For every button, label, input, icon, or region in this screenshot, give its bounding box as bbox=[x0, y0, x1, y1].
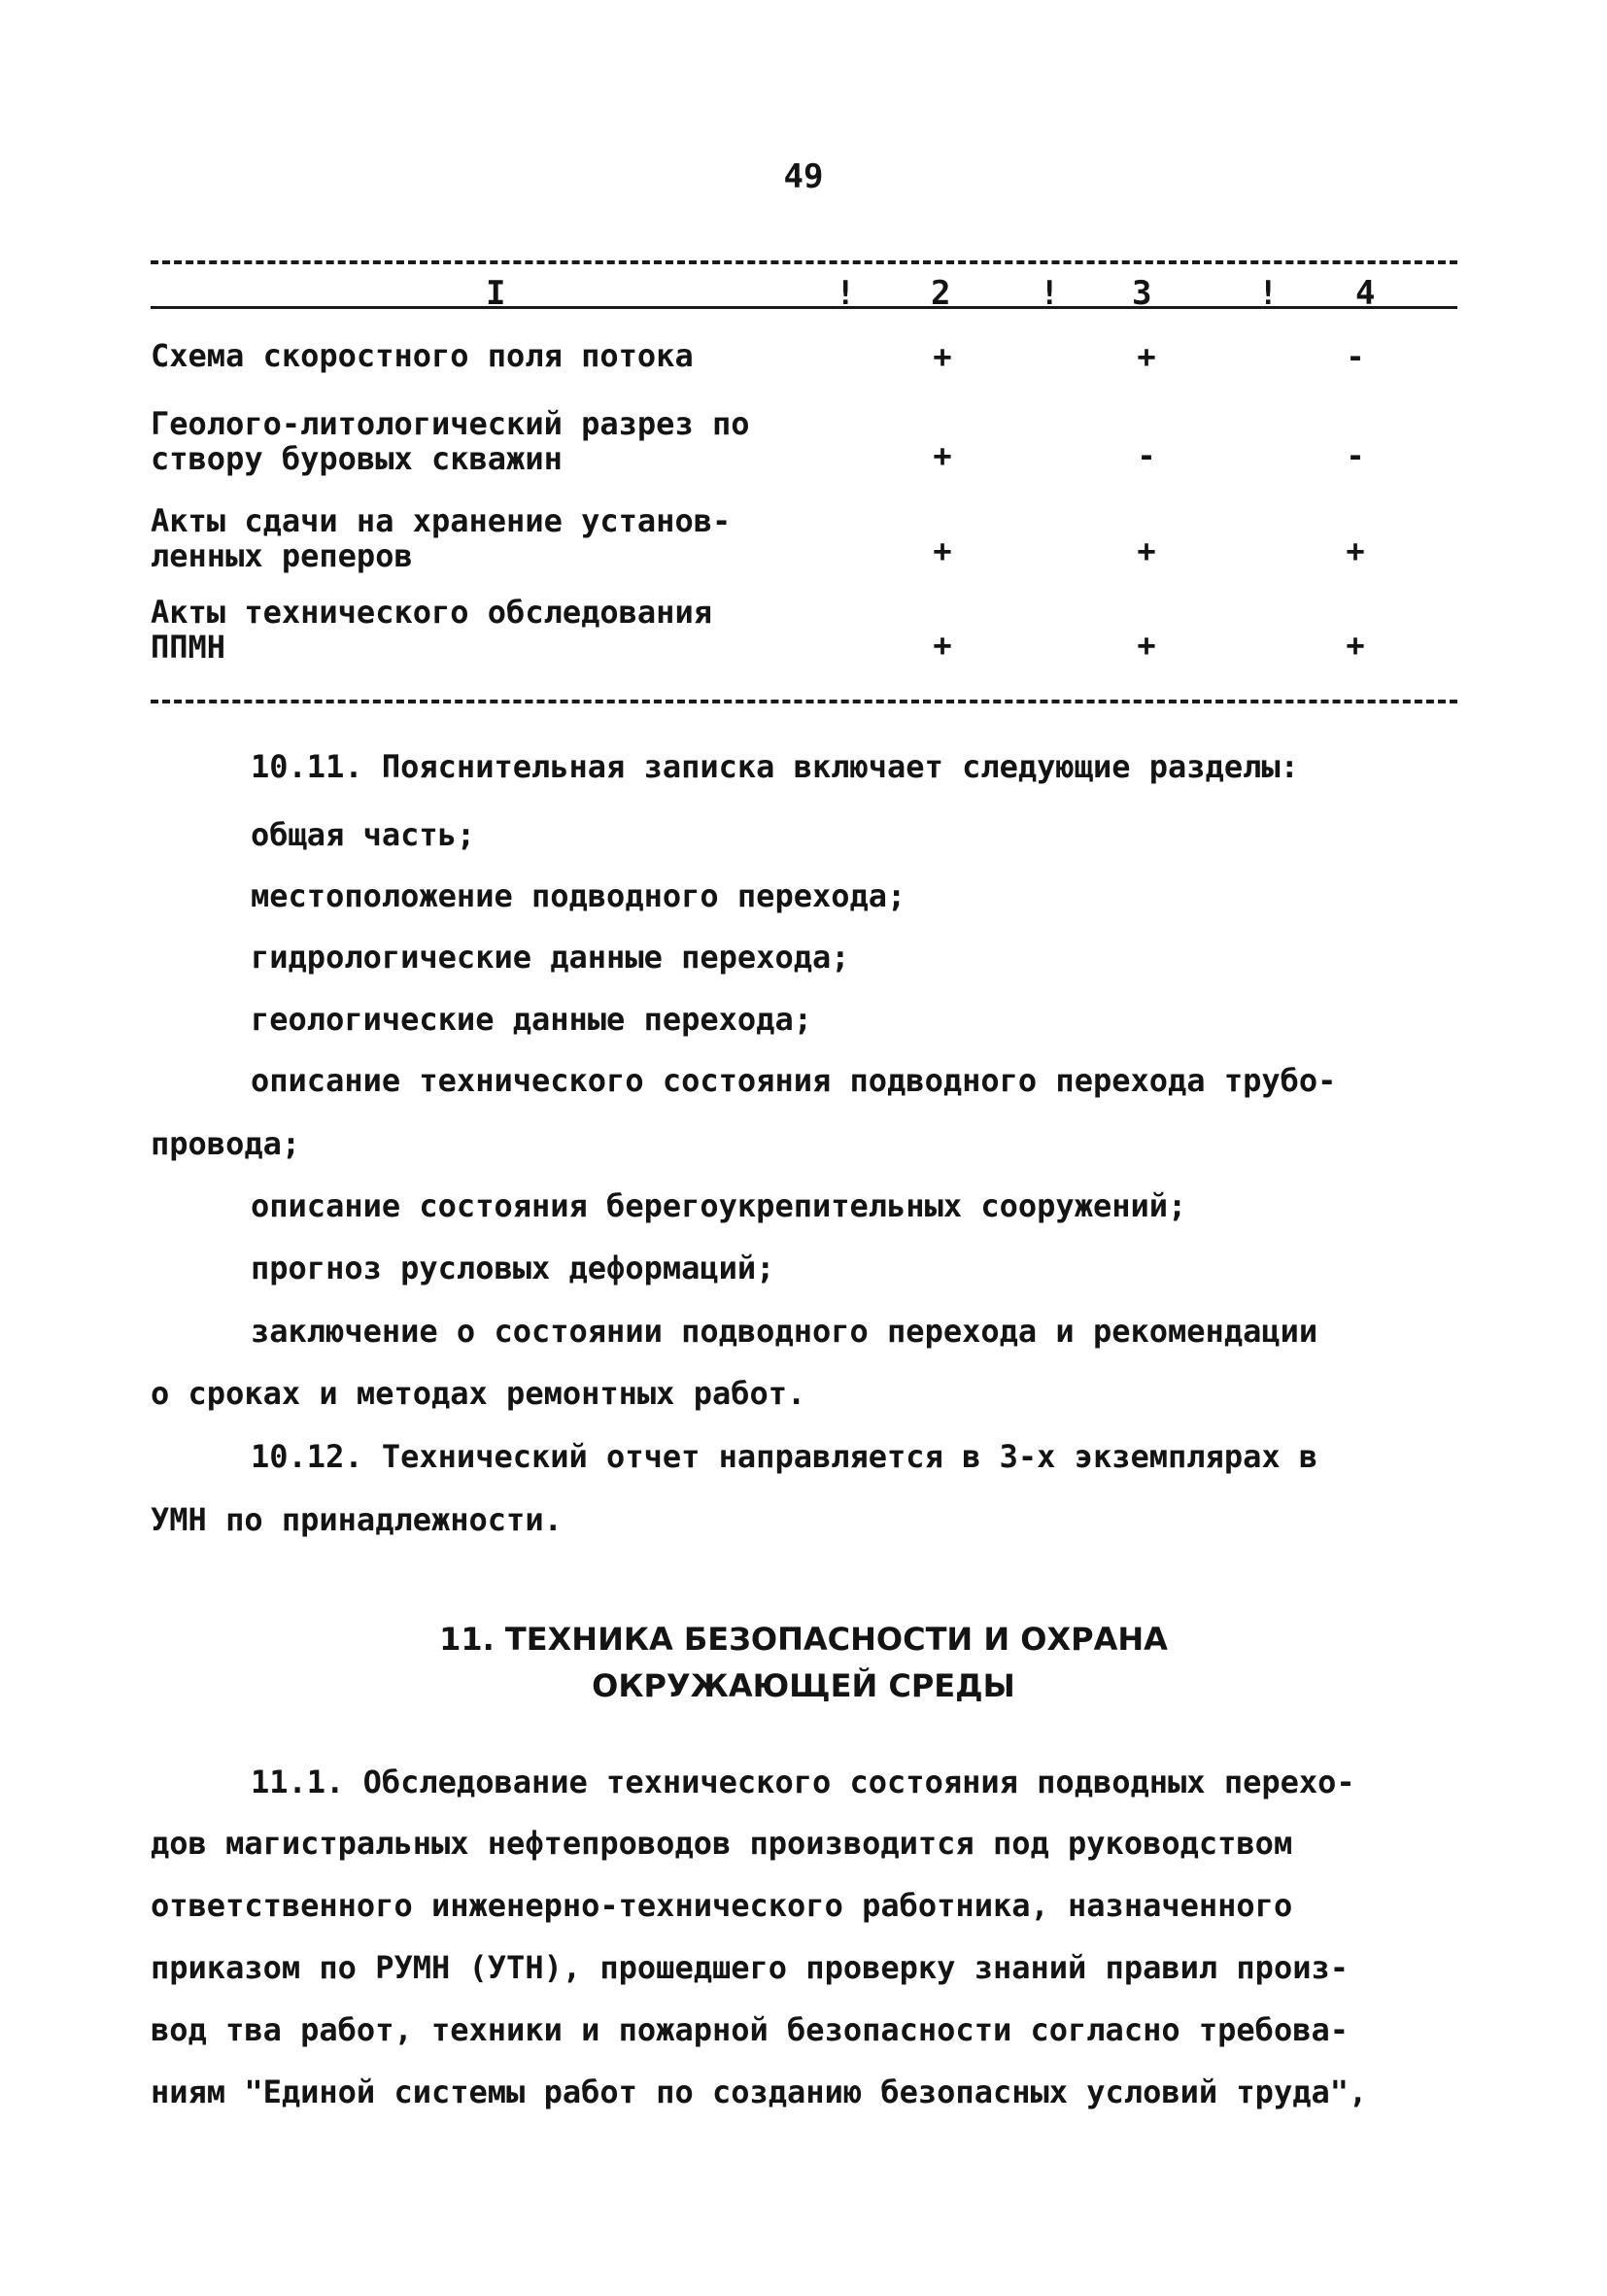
column-separator: ! bbox=[1040, 274, 1060, 313]
page-number: 49 bbox=[783, 157, 824, 196]
column-header-3: 3 bbox=[1132, 274, 1152, 313]
row-label: Геолого-литологический разрез по створу буровых скважин bbox=[151, 405, 750, 477]
paragraph-10-12: 10.12. Технический отчет направляется в 3-х экземплярах в bbox=[251, 1438, 1318, 1475]
cell-col3: + bbox=[1137, 532, 1156, 569]
cell-col2: + bbox=[933, 437, 952, 474]
paragraph-11-1-line: дов магистральных нефтепроводов производится под руководством bbox=[151, 1825, 1293, 1862]
list-item: заключение о состоянии подводного перехода и рекомендации bbox=[251, 1313, 1318, 1350]
cell-col2: + bbox=[933, 532, 952, 569]
paragraph-11-1-line: приказом по РУМН (УТН), прошедшего проверку знаний правил произ- bbox=[151, 1949, 1349, 1986]
column-header-2: 2 bbox=[931, 274, 951, 313]
table-bottom-rule bbox=[151, 700, 1457, 703]
paragraph-11-1: 11.1. Обследование технического состояния подводных перехо- bbox=[251, 1764, 1355, 1800]
column-header-1: I bbox=[486, 274, 506, 313]
section-heading: 11. ТЕХНИКА БЕЗОПАСНОСТИ И ОХРАНА bbox=[439, 1621, 1168, 1658]
paragraph-11-1-line: ответственного инженерно-технического работника, назначенного bbox=[151, 1887, 1293, 1924]
list-item: описание состояния берегоукрепительных сооружений; bbox=[251, 1187, 1187, 1224]
list-item: описание технического состояния подводного перехода трубо- bbox=[251, 1062, 1337, 1099]
row-label: Схема скоростного поля потока bbox=[151, 337, 694, 374]
list-item: о сроках и методах ремонтных работ. bbox=[151, 1375, 806, 1412]
cell-col2: + bbox=[933, 627, 952, 664]
column-separator: ! bbox=[1258, 274, 1279, 313]
table-header-rule bbox=[151, 306, 1457, 309]
cell-col3: + bbox=[1137, 338, 1156, 375]
row-label: Акты сдачи на хранение установ- ленных реперов bbox=[151, 502, 732, 574]
cell-col4: - bbox=[1346, 437, 1365, 474]
cell-col4: - bbox=[1346, 338, 1365, 375]
section-heading-cont: ОКРУЖАЮЩЕЙ СРЕДЫ bbox=[592, 1667, 1015, 1704]
list-item: провода; bbox=[151, 1125, 301, 1162]
row-label: Акты технического обследования ППМН bbox=[151, 594, 712, 666]
cell-col4: + bbox=[1346, 532, 1365, 569]
table-top-rule bbox=[151, 260, 1457, 264]
list-item: общая часть; bbox=[251, 816, 476, 853]
paragraph-10-12-cont: УМН по принадлежности. bbox=[151, 1501, 563, 1538]
paragraph-11-1-line: вод тва работ, техники и пожарной безопасности согласно требова- bbox=[151, 2011, 1349, 2048]
column-header-4: 4 bbox=[1355, 274, 1376, 313]
list-item: прогноз русловых деформаций; bbox=[251, 1250, 775, 1286]
list-item: местоположение подводного перехода; bbox=[251, 877, 906, 914]
cell-col3: - bbox=[1137, 437, 1156, 474]
column-separator: ! bbox=[836, 274, 856, 313]
cell-col3: + bbox=[1137, 627, 1156, 664]
paragraph-10-11-intro: 10.11. Пояснительная записка включает следующие разделы: bbox=[251, 748, 1299, 785]
cell-col4: + bbox=[1346, 627, 1365, 664]
cell-col2: + bbox=[933, 338, 952, 375]
paragraph-11-1-line: ниям "Единой системы работ по созданию безопасных условий труда", bbox=[151, 2073, 1368, 2110]
list-item: гидрологические данные перехода; bbox=[251, 939, 850, 976]
list-item: геологические данные перехода; bbox=[251, 1001, 812, 1038]
